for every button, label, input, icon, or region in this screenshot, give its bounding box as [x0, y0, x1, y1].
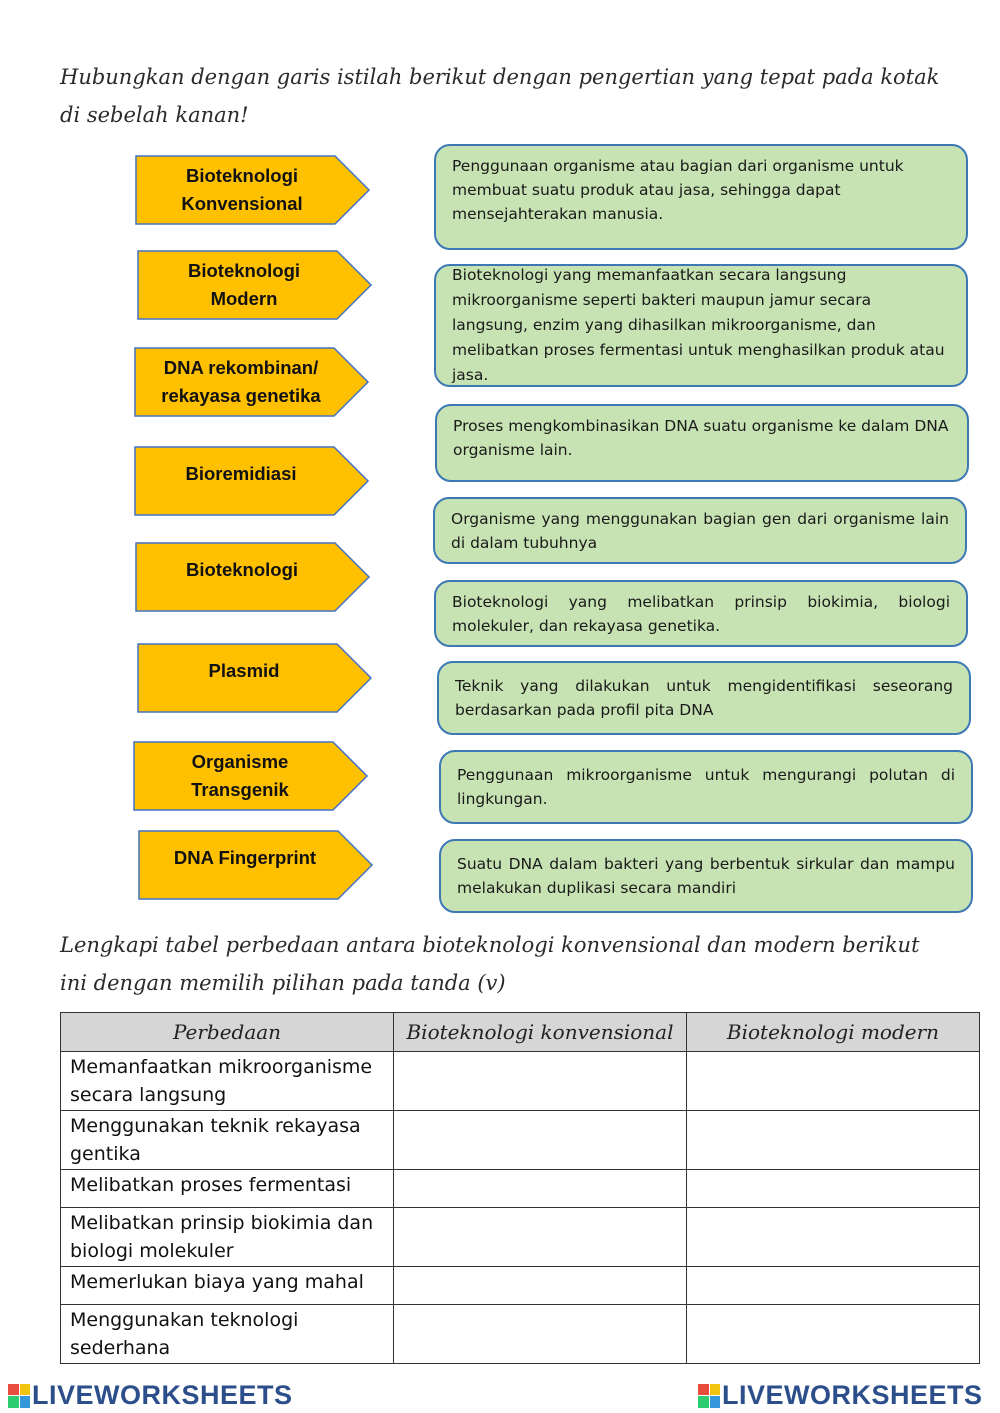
konvensional-check-cell[interactable]	[394, 1267, 687, 1305]
modern-check-cell[interactable]	[687, 1208, 980, 1267]
term-bioremidiasi[interactable]	[134, 446, 370, 516]
definition-text: Suatu DNA dalam bakteri yang berbentuk sirkular dan mampu melakukan duplikasi secara mandiri	[457, 855, 955, 897]
table-instructions: Lengkapi tabel perbedaan antara bioteknologi konvensional dan modern berikut ini dengan memilih pilihan pada tanda (v)	[60, 933, 920, 995]
brand-text: LIVEWORKSHEETS	[32, 1380, 293, 1410]
footer-brand-left	[8, 1380, 293, 1411]
term-line: Modern	[210, 288, 278, 309]
definition-box-6[interactable]	[437, 661, 971, 735]
term-dna-fingerprint[interactable]	[138, 830, 374, 900]
konvensional-check-cell[interactable]	[394, 1052, 687, 1111]
konvensional-check-cell[interactable]	[394, 1111, 687, 1170]
match-instructions: Hubungkan dengan garis istilah berikut dengan pengertian yang tepat pada kotak di sebelah kanan!	[60, 65, 940, 127]
definition-box-3[interactable]	[435, 404, 969, 482]
definition-text: Bioteknologi yang memanfaatkan secara langsung mikroorganisme seperti bakteri maupun jamur secara langsung, enzim yang dihasilkan mikroorganisme, dan melibatkan proses fermentasi untuk menghasilkan produk atau jasa.	[452, 266, 945, 384]
term-line: DNA rekombinan/	[163, 357, 319, 378]
liveworksheets-logo-icon	[698, 1384, 720, 1408]
term-line: rekayasa genetika	[161, 385, 321, 406]
term-label: Bioremidiasi	[185, 463, 297, 484]
term-label	[137, 250, 351, 320]
row-label: Melibatkan proses fermentasi	[61, 1170, 394, 1208]
term-label: DNA Fingerprint	[173, 847, 317, 868]
definition-box-2[interactable]	[434, 264, 968, 387]
comparison-table	[60, 1012, 980, 1364]
modern-check-cell[interactable]	[687, 1111, 980, 1170]
table-row	[61, 1267, 980, 1305]
header-perbedaan: Perbedaan	[61, 1013, 394, 1052]
table-row	[61, 1170, 980, 1208]
table-row	[61, 1111, 980, 1170]
definition-text: Penggunaan mikroorganisme untuk mengurangi polutan di lingkungan.	[457, 766, 955, 808]
row-label: Memanfaatkan mikroorganisme secara langsung	[61, 1052, 394, 1111]
term-bioteknologi-konvensional[interactable]	[135, 155, 371, 225]
konvensional-check-cell[interactable]	[394, 1305, 687, 1364]
konvensional-check-cell[interactable]	[394, 1208, 687, 1267]
table-row	[61, 1305, 980, 1364]
table-row	[61, 1208, 980, 1267]
term-label: Bioteknologi	[185, 559, 299, 580]
modern-check-cell[interactable]	[687, 1267, 980, 1305]
definition-box-1[interactable]	[434, 144, 968, 250]
brand-text: LIVEWORKSHEETS	[722, 1380, 983, 1410]
definition-box-4[interactable]	[433, 497, 967, 564]
konvensional-check-cell[interactable]	[394, 1170, 687, 1208]
term-plasmid[interactable]	[137, 643, 373, 713]
definition-text: Teknik yang dilakukan untuk mengidentifikasi seseorang berdasarkan pada profil pita DNA	[455, 677, 953, 719]
table-header-row	[61, 1013, 980, 1052]
footer-brand-right	[698, 1380, 983, 1411]
term-organisme-transgenik[interactable]	[133, 741, 369, 811]
term-line: Bioteknologi	[187, 260, 301, 281]
row-label: Menggunakan teknik rekayasa gentika	[61, 1111, 394, 1170]
term-dna-rekombinan[interactable]	[134, 347, 370, 417]
term-label	[133, 741, 347, 811]
definition-text: Penggunaan organisme atau bagian dari organisme untuk membuat suatu produk atau jasa, sehingga dapat mensejahterakan manusia.	[452, 157, 904, 223]
term-label	[135, 155, 349, 225]
definition-text: Proses mengkombinasikan DNA suatu organisme ke dalam DNA organisme lain.	[453, 417, 949, 459]
definition-text: Bioteknologi yang melibatkan prinsip biokimia, biologi molekuler, dan rekayasa genetika.	[452, 592, 950, 635]
definition-box-8[interactable]	[439, 839, 973, 913]
table-row	[61, 1052, 980, 1111]
term-line: Transgenik	[191, 779, 289, 800]
row-label: Memerlukan biaya yang mahal	[61, 1267, 394, 1305]
header-konvensional: Bioteknologi konvensional	[394, 1013, 687, 1052]
modern-check-cell[interactable]	[687, 1170, 980, 1208]
term-bioteknologi-modern[interactable]	[137, 250, 373, 320]
term-line: Konvensional	[181, 193, 303, 214]
definition-box-7[interactable]	[439, 750, 973, 824]
term-line: Organisme	[191, 751, 289, 772]
header-modern: Bioteknologi modern	[687, 1013, 980, 1052]
modern-check-cell[interactable]	[687, 1052, 980, 1111]
term-bioteknologi[interactable]	[135, 542, 371, 612]
row-label: Menggunakan teknologi sederhana	[61, 1305, 394, 1364]
definition-text: Organisme yang menggunakan bagian gen dari organisme lain di dalam tubuhnya	[451, 509, 949, 552]
liveworksheets-logo-icon	[8, 1384, 30, 1408]
modern-check-cell[interactable]	[687, 1305, 980, 1364]
definition-box-5[interactable]	[434, 580, 968, 647]
term-line: Bioteknologi	[185, 165, 299, 186]
term-label: Plasmid	[208, 660, 280, 681]
row-label: Melibatkan prinsip biokimia dan biologi molekuler	[61, 1208, 394, 1267]
term-label	[134, 347, 348, 417]
